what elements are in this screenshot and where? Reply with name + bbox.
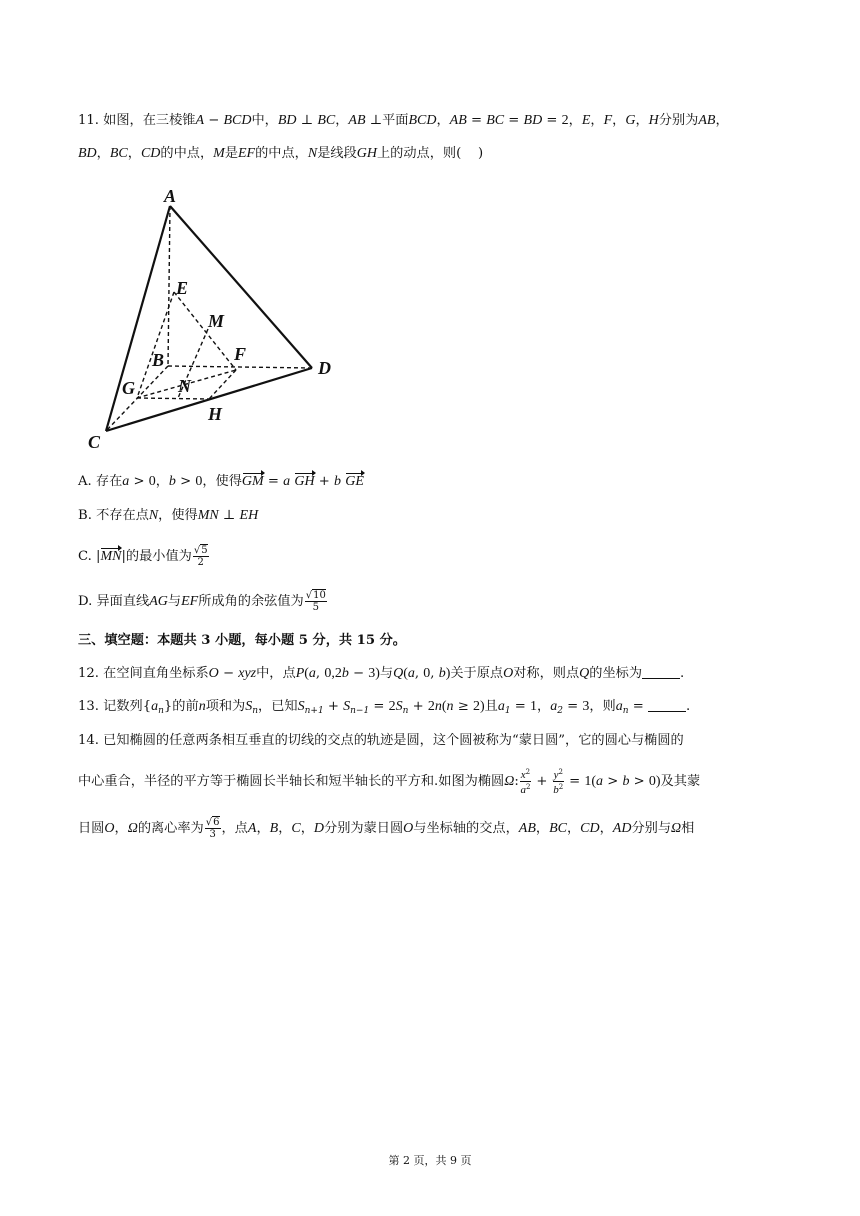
question-11-line-1: 11. 如图，在三棱锥A − BCD中，BD ⊥ BC，AB ⊥平面BCD，AB = BC = BD = 2，E，F，G，H分别为AB， bbox=[78, 113, 729, 128]
option-d: D. 异面直线AG与EF所成角的余弦值为 $\frac{√10}{5}$ bbox=[78, 590, 326, 613]
label-n: N bbox=[178, 376, 191, 396]
tetrahedron-figure bbox=[80, 182, 350, 454]
question-12: 12. 在空间直角坐标系O − xyz中，点P(a, 0,2b − 3)与Q(a, 0, b)关于原点O对称，则点Q的坐标为 . bbox=[78, 666, 685, 681]
label-g: G bbox=[122, 378, 135, 398]
question-14-line-1: 14. 已知椭圆的任意两条相互垂直的切线的交点的轨迹是圆，这个圆被称为“蒙日圆”，它的圆心与椭圆的 bbox=[78, 733, 684, 748]
option-c: C. |MN|的最小值为 $\frac{√5}{2}$ bbox=[78, 545, 208, 568]
option-b: B. 不存在点N，使得MN ⊥ EH bbox=[78, 508, 259, 523]
question-13: 13. 记数列$\{a_n\}$的前n项和为$S_n$，已知$S_{n+1} + S_{n-1} = 2S_n + 2n(n \ge 2)$且$a_1 = 1$，$a_2 = 3$，则$a_n$ = . bbox=[78, 699, 691, 716]
question-14-line-2: 中心重合，半径的平方等于椭圆长半轴长和短半轴长的平方和.如图为椭圆Ω: $\frac{x^2}{a^2}$ + $\frac{y^2}{b^2}$ = 1(a > b > 0)及其蒙 bbox=[78, 768, 701, 796]
label-h: H bbox=[208, 404, 223, 424]
question-14-line-3: 日圆O，Ω的离心率为 $\frac{√6}{3}$ ，点A，B，C，D分别为蒙日圆O与坐标轴的交点，AB，BC，CD，AD分别与Ω相 bbox=[78, 817, 695, 840]
page-footer: 第 2 页，共 9 页 bbox=[388, 1154, 472, 1167]
section-3-heading: 三、填空题：本题共 3 小题，每小题 5 分，共 15 分。 bbox=[78, 633, 406, 648]
label-m: M bbox=[208, 311, 225, 331]
answer-blank-13[interactable] bbox=[648, 699, 686, 712]
question-11-line-2: BD，BC，CD的中点，M是EF的中点，N是线段GH上的动点，则( ) bbox=[78, 146, 484, 161]
label-a: A bbox=[164, 186, 177, 206]
answer-blank-12[interactable] bbox=[642, 666, 680, 679]
label-f: F bbox=[234, 344, 247, 364]
option-a: A. 存在a > 0，b > 0，使得GM = a GH + b GE bbox=[78, 472, 364, 492]
label-e: E bbox=[176, 278, 189, 298]
label-b: B bbox=[152, 350, 165, 370]
label-d: D bbox=[318, 358, 331, 378]
label-c: C bbox=[88, 432, 101, 452]
